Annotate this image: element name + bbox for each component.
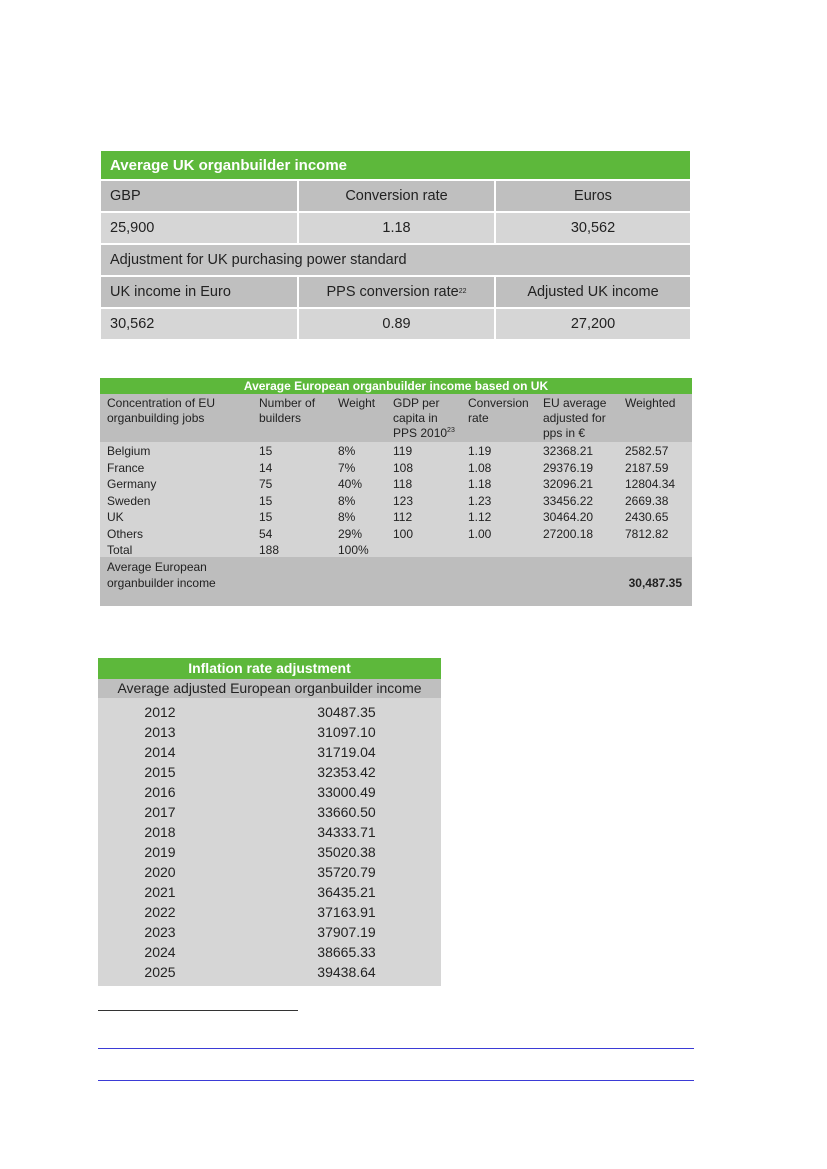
table-row	[100, 460, 692, 477]
column-header-concentration: Concentration of EU organbuilding jobs	[107, 396, 216, 425]
table-cell: 1.19	[468, 444, 492, 458]
table-cell: 118	[393, 477, 413, 491]
table-cell: 75	[259, 477, 273, 491]
year-cell: 2020	[144, 864, 176, 880]
table-cell: 7%	[338, 460, 356, 475]
year-cell: 2016	[144, 784, 176, 800]
table-row	[98, 922, 441, 942]
eu-income-table	[100, 378, 692, 606]
eu-income-table-title: Average European organbuilder income based on UK	[100, 378, 692, 394]
table-cell: 15	[259, 510, 273, 524]
table-row	[101, 179, 690, 211]
income-cell: 35720.79	[317, 864, 376, 880]
table-cell: Total	[107, 543, 133, 557]
table-row	[98, 942, 441, 962]
table-row	[98, 762, 441, 782]
table-row	[98, 722, 441, 742]
table-row	[101, 243, 690, 275]
table-cell: 2187.59	[625, 460, 669, 475]
table-cell: PPS conversion rate 22	[297, 277, 494, 307]
table-cell: 14	[259, 460, 273, 475]
table-cell: 33456.22	[543, 493, 594, 508]
table-cell: 30,562	[494, 213, 690, 243]
table-cell: 8%	[338, 510, 356, 524]
table-cell: 29%	[338, 526, 363, 541]
footnote-link-underline[interactable]	[98, 1080, 694, 1081]
table-cell: 7812.82	[625, 526, 669, 541]
table-cell: 108	[393, 460, 414, 475]
income-cell: 34333.71	[317, 824, 376, 840]
table-footer-row	[100, 557, 692, 606]
table-cell: 100%	[338, 543, 369, 557]
column-header-eu-average: EU average adjusted for pps in €	[543, 396, 607, 440]
year-cell: 2017	[144, 804, 176, 820]
table-cell: 1.08	[468, 460, 492, 475]
income-cell: 35020.38	[317, 844, 376, 860]
table-cell: 54	[259, 526, 273, 541]
section-heading: Adjustment for UK purchasing power standard	[101, 245, 690, 275]
table-body	[98, 702, 441, 982]
year-cell: 2019	[144, 844, 176, 860]
table-cell: 112	[393, 510, 413, 524]
income-cell: 33660.50	[317, 804, 376, 820]
income-cell: 30487.35	[317, 704, 376, 720]
table-cell: 32096.21	[543, 477, 594, 491]
income-cell: 31097.10	[317, 724, 376, 740]
footnote-marker[interactable]: 23	[447, 427, 455, 434]
year-cell: 2012	[144, 704, 176, 720]
year-cell: 2014	[144, 744, 176, 760]
table-cell: Belgium	[107, 444, 151, 458]
table-cell: 0.89	[297, 309, 494, 339]
table-cell: 32368.21	[543, 444, 594, 458]
table-cell: UK income in Euro	[101, 277, 297, 307]
table-cell: 1.12	[468, 510, 492, 524]
table-cell: 2669.38	[625, 493, 669, 508]
table-cell: 15	[259, 493, 273, 508]
table-cell: Adjusted UK income	[494, 277, 690, 307]
table-body	[100, 442, 692, 557]
table-cell: 25,900	[101, 213, 297, 243]
footnote-link-underline[interactable]	[98, 1048, 694, 1049]
table-cell: 8%	[338, 444, 356, 458]
table-row	[100, 443, 692, 460]
table-row	[98, 902, 441, 922]
income-cell: 31719.04	[317, 744, 376, 760]
table-cell: Conversion rate	[297, 181, 494, 211]
column-header-builders: Number of builders	[259, 396, 316, 425]
year-cell: 2023	[144, 924, 176, 940]
year-cell: 2015	[144, 764, 176, 780]
table-cell: GBP	[101, 181, 297, 211]
table-cell: Germany	[107, 477, 157, 491]
income-cell: 37163.91	[317, 904, 376, 920]
income-cell: 32353.42	[317, 764, 376, 780]
table-row	[98, 882, 441, 902]
uk-income-table-title: Average UK organbuilder income	[101, 151, 690, 179]
income-cell: 37907.19	[317, 924, 376, 940]
footnote-divider	[98, 1010, 298, 1011]
table-row	[101, 275, 690, 307]
table-cell: 40%	[338, 477, 363, 491]
table-cell: 2582.57	[625, 444, 669, 458]
footer-total: 30,487.35	[628, 576, 682, 590]
table-row	[98, 702, 441, 722]
year-cell: 2013	[144, 724, 176, 740]
inflation-table	[98, 658, 441, 986]
income-cell: 33000.49	[317, 784, 376, 800]
table-cell: 1.00	[468, 526, 492, 541]
table-cell: 29376.19	[543, 460, 594, 475]
table-cell: 1.18	[297, 213, 494, 243]
table-cell: 30,562	[101, 309, 297, 339]
column-header-weighted: Weighted	[625, 396, 676, 410]
table-cell: UK	[107, 510, 124, 524]
year-cell: 2022	[144, 904, 176, 920]
year-cell: 2018	[144, 824, 176, 840]
footer-label: Average European organbuilder income	[107, 560, 216, 590]
table-cell: 30464.20	[543, 510, 594, 524]
column-header-gdp: GDP per capita in PPS 2010$^{23}$	[393, 396, 455, 440]
table-row	[100, 476, 692, 493]
table-cell: 27,200	[494, 309, 690, 339]
table-cell: 1.18	[468, 477, 492, 491]
table-cell: 2430.65	[625, 510, 669, 524]
table-cell: 27200.18	[543, 526, 594, 541]
table-cell: 100	[393, 526, 414, 541]
table-cell: 12804.34	[625, 477, 676, 491]
inflation-table-subtitle: Average adjusted European organbuilder income	[98, 679, 441, 698]
table-row	[100, 493, 692, 510]
year-cell: 2024	[144, 944, 176, 960]
table-cell: 119	[393, 444, 413, 458]
table-cell-text: PPS conversion rate	[326, 284, 459, 300]
table-row	[98, 822, 441, 842]
table-row	[98, 862, 441, 882]
table-row	[98, 782, 441, 802]
table-row	[100, 526, 692, 543]
table-cell: 1.23	[468, 493, 492, 508]
table-row	[100, 509, 692, 526]
year-cell: 2025	[144, 964, 176, 980]
table-cell: Others	[107, 526, 144, 541]
column-header-weight: Weight	[338, 396, 376, 410]
table-row	[101, 211, 690, 243]
table-cell: 188	[259, 543, 280, 557]
table-cell: 8%	[338, 493, 356, 508]
table-row	[98, 842, 441, 862]
income-cell: 39438.64	[317, 964, 376, 980]
year-cell: 2021	[144, 884, 176, 900]
table-row	[101, 307, 690, 339]
table-row	[98, 802, 441, 822]
table-cell: Sweden	[107, 493, 151, 508]
uk-income-table	[101, 151, 690, 339]
table-header-row	[100, 394, 692, 442]
inflation-table-title: Inflation rate adjustment	[98, 658, 441, 679]
table-cell: Euros	[494, 181, 690, 211]
income-cell: 36435.21	[317, 884, 376, 900]
column-header-conversion: Conversion rate	[468, 396, 529, 425]
table-cell: 15	[259, 444, 273, 458]
income-cell: 38665.33	[317, 944, 376, 960]
table-row	[98, 962, 441, 982]
table-cell: France	[107, 460, 145, 475]
table-row	[98, 742, 441, 762]
table-cell: 123	[393, 493, 414, 508]
